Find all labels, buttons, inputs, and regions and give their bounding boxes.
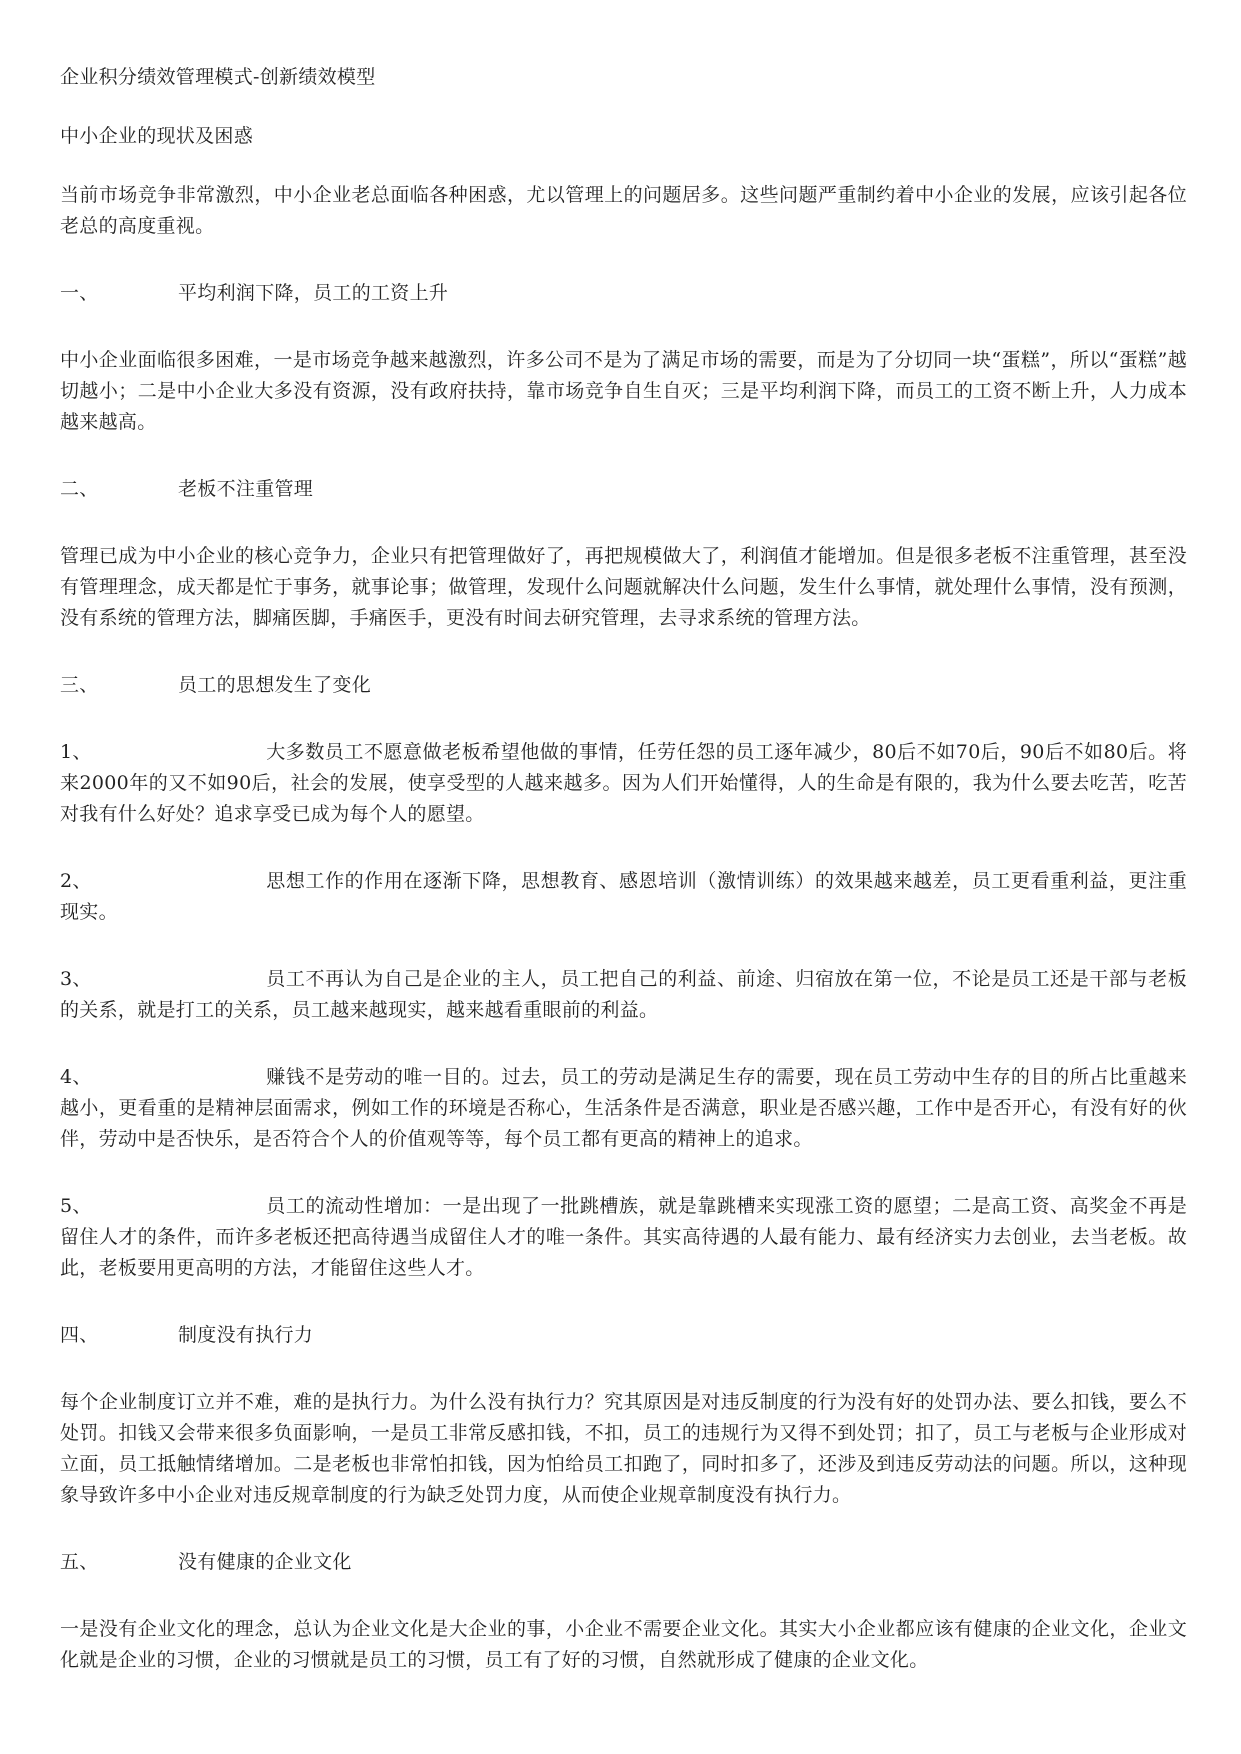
section-body-1: 中小企业面临很多困难，一是市场竞争越来越激烈，许多公司不是为了满足市场的需要，而是为了分切同一块“蛋糕”，所以“蛋糕”越切越小；二是中小企业大多没有资源，没有政府扶持，靠市场竞争自生自灭；三是平均利润下降，而员工的工资不断上升，人力成本越来越高。	[60, 349, 1187, 433]
list-item-number: 3、	[60, 968, 92, 990]
section-body-2: 管理已成为中小企业的核心竞争力，企业只有把管理做好了，再把规模做大了，利润值才能增加。但是很多老板不注重管理，甚至没有管理理念，成天都是忙于事务，就事论事；做管理，发现什么问题就解决什么问题，发生什么事情，就处理什么事情，没有预测，没有系统的管理方法，脚痛医脚，手痛医手，更没有时间去研究管理，去寻求系统的管理方法。	[60, 545, 1187, 629]
document-body	[60, 62, 1187, 1712]
list-item-2	[60, 866, 1187, 928]
list-item-text: 思想工作的作用在逐渐下降，思想教育、感恩培训（激情训练）的效果越来越差，员工更看重利益，更注重现实。	[60, 870, 1187, 923]
section-body-4: 每个企业制度订立并不难，难的是执行力。为什么没有执行力？究其原因是对违反制度的行为没有好的处罚办法、要么扣钱，要么不处罚。扣钱又会带来很多负面影响，一是员工非常反感扣钱，不扣，员工的违规行为又得不到处罚；扣了，员工与老板与企业形成对立面，员工抵触情绪增加。二是老板也非常怕扣钱，因为怕给员工扣跑了，同时扣多了，还涉及到违反劳动法的问题。所以，这种现象导致许多中小企业对违反规章制度的行为缺乏处罚力度，从而使企业规章制度没有执行力。	[60, 1391, 1187, 1506]
list-item-number: 4、	[60, 1066, 92, 1088]
list-item-1	[60, 737, 1187, 830]
list-item-text: 赚钱不是劳动的唯一目的。过去，员工的劳动是满足生存的需要，现在员工劳动中生存的目的所占比重越来越小，更看重的是精神层面需求，例如工作的环境是否称心，生活条件是否满意，职业是否感兴趣，工作中是否开心，有没有好的伙伴，劳动中是否快乐，是否符合个人的价值观等等，每个员工都有更高的精神上的追求。	[60, 1066, 1187, 1150]
section-heading-4	[60, 1320, 1187, 1351]
list-item-5	[60, 1191, 1187, 1284]
list-item-text: 员工不再认为自己是企业的主人，员工把自己的利益、前途、归宿放在第一位，不论是员工还是干部与老板的关系，就是打工的关系，员工越来越现实，越来越看重眼前的利益。	[60, 968, 1187, 1021]
section-heading-1	[60, 278, 1187, 309]
section-heading-3	[60, 670, 1187, 701]
intro-paragraph: 当前市场竞争非常激烈，中小企业老总面临各种困惑，尤以管理上的问题居多。这些问题严重制约着中小企业的发展，应该引起各位老总的高度重视。	[60, 184, 1187, 237]
list-item-text: 大多数员工不愿意做老板希望他做的事情，任劳任怨的员工逐年减少，80后不如70后，90后不如80后。将来2000年的又不如90后，社会的发展，使享受型的人越来越多。因为人们开始懂得，人的生命是有限的，我为什么要去吃苦，吃苦对我有什么好处？追求享受已成为每个人的愿望。	[60, 741, 1187, 825]
section-number: 二、	[60, 478, 99, 500]
list-item-3	[60, 964, 1187, 1026]
list-item-4	[60, 1062, 1187, 1155]
section-body-5: 一是没有企业文化的理念，总认为企业文化是大企业的事，小企业不需要企业文化。其实大小企业都应该有健康的企业文化，企业文化就是企业的习惯，企业的习惯就是员工的习惯，员工有了好的习惯，自然就形成了健康的企业文化。	[60, 1618, 1187, 1671]
section-number: 一、	[60, 282, 99, 304]
section-number: 五、	[60, 1551, 99, 1573]
section-heading-text: 老板不注重管理	[178, 478, 314, 500]
section-heading-text: 员工的思想发生了变化	[178, 674, 372, 696]
list-item-number: 5、	[60, 1195, 92, 1217]
section-number: 四、	[60, 1324, 99, 1346]
section-heading-2	[60, 474, 1187, 505]
section-number: 三、	[60, 674, 99, 696]
section-heading-5	[60, 1547, 1187, 1578]
section-heading-text: 没有健康的企业文化	[178, 1551, 352, 1573]
section-heading-text: 制度没有执行力	[178, 1324, 314, 1346]
list-item-number: 1、	[60, 741, 92, 763]
list-item-number: 2、	[60, 870, 92, 892]
section-heading-text: 平均利润下降，员工的工资上升	[178, 282, 449, 304]
document-title: 企业积分绩效管理模式-创新绩效模型	[60, 66, 376, 88]
document-subtitle: 中小企业的现状及困惑	[60, 125, 254, 147]
list-item-text: 员工的流动性增加：一是出现了一批跳槽族，就是靠跳槽来实现涨工资的愿望；二是高工资、高奖金不再是留住人才的条件，而许多老板还把高待遇当成留住人才的唯一条件。其实高待遇的人最有能力、最有经济实力去创业，去当老板。故此，老板要用更高明的方法，才能留住这些人才。	[60, 1195, 1187, 1279]
